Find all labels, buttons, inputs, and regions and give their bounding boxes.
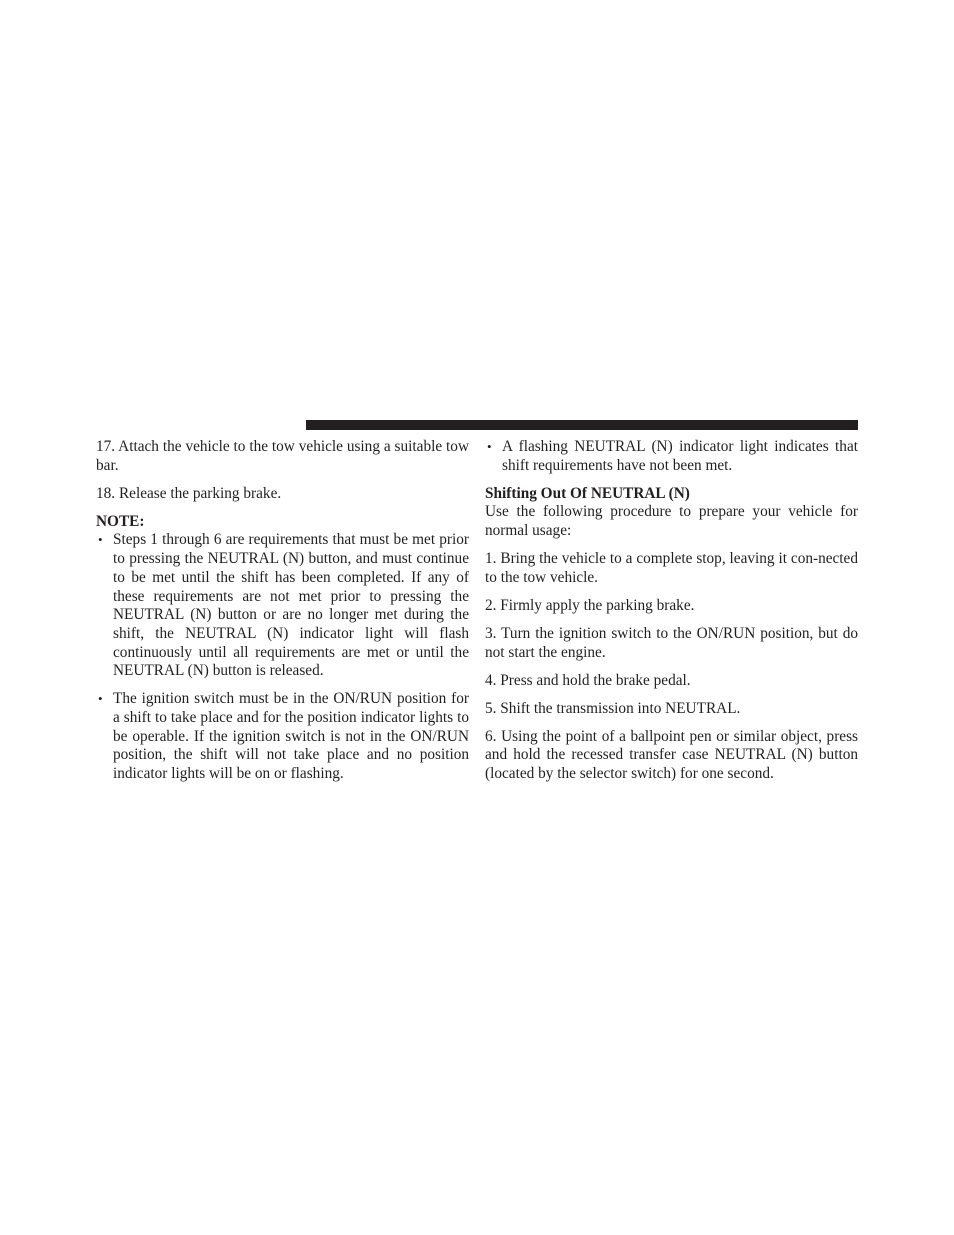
procedure-step-5: 5. Shift the transmission into NEUTRAL. xyxy=(485,699,741,717)
bullet-icon: • xyxy=(487,439,492,454)
section-intro: Use the following procedure to prepare your vehicle for normal usage: xyxy=(485,503,858,540)
bullet-icon: • xyxy=(98,532,103,548)
flashing-light-bullet xyxy=(485,438,858,475)
note-bullet-text: Steps 1 through 6 are requirements that must be met prior to pressing the NEUTRAL (N) button, and must continue to be met until the shift has been completed. If any of these requirements are not met prior to pressing the NEUTRAL (N) button or are no longer met during the shift, the NEUTRAL (N) indicator light will flash continuously until all requirements are met or until the NEUTRAL (N) button is released. xyxy=(113,531,469,680)
step-18: 18. Release the parking brake. xyxy=(96,484,282,502)
bullet-icon: • xyxy=(98,691,103,707)
header-rule xyxy=(306,420,858,430)
procedure-step-2: 2. Firmly apply the parking brake. xyxy=(485,596,695,614)
procedure-step-3: 3. Turn the ignition switch to the ON/RUN position, but do not start the engine. xyxy=(485,624,858,661)
procedure-step-6: 6. Using the point of a ballpoint pen or similar object, press and hold the recessed transfer case NEUTRAL (N) button (located by the selector switch) for one second. xyxy=(485,727,858,782)
procedure-step-4: 4. Press and hold the brake pedal. xyxy=(485,671,691,689)
bullet-text: A flashing NEUTRAL (N) indicator light indicates that shift requirements have not been met. xyxy=(502,438,858,474)
left-column xyxy=(96,438,469,793)
note-bullet-1 xyxy=(96,531,469,681)
note-bullet-2 xyxy=(96,690,469,784)
step-17: 17. Attach the vehicle to the tow vehicle using a suitable tow bar. xyxy=(96,438,469,474)
procedure-step-1: 1. Bring the vehicle to a complete stop, leaving it con-nected to the tow vehicle. xyxy=(485,550,858,586)
note-bullet-text: The ignition switch must be in the ON/RUN position for a shift to take place and for the position indicator lights to be operable. If the ignition switch is not in the ON/RUN position, the shift will not take place and no position indicator lights will be on or flashing. xyxy=(113,690,469,783)
section-heading: Shifting Out Of NEUTRAL (N) xyxy=(485,484,690,502)
right-column xyxy=(485,438,858,793)
note-title: NOTE: xyxy=(96,512,145,530)
